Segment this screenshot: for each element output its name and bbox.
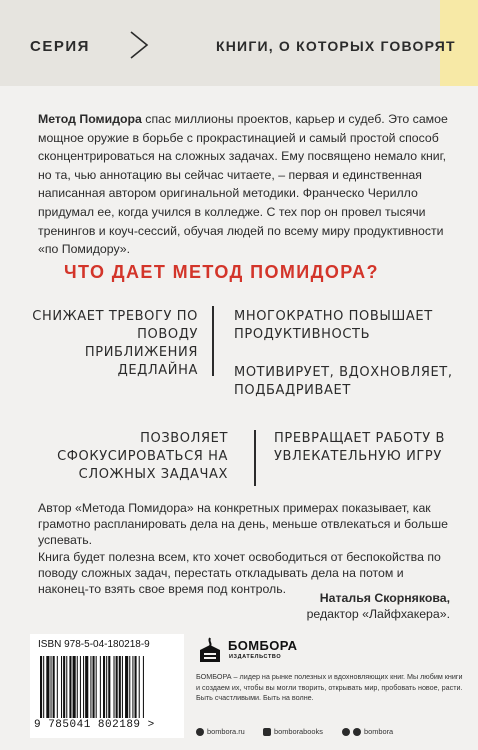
barcode-bar	[66, 656, 67, 718]
vk-icon	[263, 728, 271, 736]
barcode-bar	[114, 656, 115, 718]
barcode-bar	[69, 656, 71, 718]
barcode-bar	[129, 656, 130, 718]
barcode-image	[40, 656, 176, 718]
benefit-productivity: МНОГОКРАТНО ПОВЫШАЕТ ПРОДУКТИВНОСТЬ	[234, 309, 433, 342]
barcode-bar	[93, 656, 95, 718]
intro-text: спас миллионы проектов, карьер и судеб. Это самое мощное оружие в борьбе с прокрастинацией и самый простой способ сконцентрироваться на сложных задачах. Ему посвящено немало книг, но та, чью аннотацию вы сейчас читаете, – первая и единственная написанная автором оригинальной методики. Франческо Черилло придумал ее, когда учился в колледже. С тех пор он провел тысячи тренингов и коуч-сессий, обучая людей по всему миру продуктивности «по Помидору».	[38, 112, 448, 257]
vk-link[interactable]	[263, 727, 323, 736]
site-link[interactable]	[196, 727, 245, 736]
intro-paragraph	[38, 110, 450, 259]
benefit-motivation: МОТИВИРУЕТ, ВДОХНОВЛЯЕТ, ПОДБАДРИВАЕТ	[234, 365, 453, 398]
barcode-bar	[116, 656, 118, 718]
barcode-bar	[132, 656, 133, 718]
site-text: bombora.ru	[207, 727, 245, 736]
series-name: КНИГИ, О КОТОРЫХ ГОВОРЯТ	[216, 38, 456, 54]
barcode-bar	[125, 656, 128, 718]
barcode-bar	[90, 656, 91, 718]
barcode-bar	[122, 656, 123, 718]
publisher-description: БОМБОРА – лидер на рынке полезных и вдохновляющих книг. Мы любим книги и создаем их, чтобы вы могли творить, открывать мир, пробовать новое, расти. Быть счастливыми. Быть на волне.	[196, 672, 463, 703]
author-role: редактор «Лайфхакера».	[306, 607, 450, 621]
barcode-bar	[143, 656, 144, 718]
barcode-bar	[119, 656, 121, 718]
quote-author	[220, 590, 450, 622]
divider-line	[254, 430, 256, 486]
social-link[interactable]	[342, 727, 393, 736]
outro-paragraph-1: Автор «Метода Помидора» на конкретных примерах показывает, как грамотно распланировать дела на день, меньше отвлекаться и больше успевать.	[38, 501, 448, 548]
barcode-digits: 9 785041 802189 >	[34, 719, 155, 731]
author-name	[220, 590, 450, 606]
barcode-bar	[61, 656, 62, 718]
outro-text	[38, 500, 450, 597]
benefit-anxiety: СНИЖАЕТ ТРЕВОГУ ПО ПОВОДУ ПРИБЛИЖЕНИЯ ДЕДЛАЙНА	[32, 309, 198, 378]
barcode-bar	[53, 656, 55, 718]
globe-icon	[196, 728, 204, 736]
intro-bold: Метод Помидора	[38, 112, 142, 126]
barcode-bar	[57, 656, 58, 718]
benefit-focus: ПОЗВОЛЯЕТ СФОКУСИРОВАТЬСЯ НА СЛОЖНЫХ ЗАДАЧАХ	[57, 431, 228, 482]
barcode-bar	[46, 656, 49, 718]
barcode-bar	[43, 656, 44, 718]
barcode-bar	[100, 656, 101, 718]
bombora-logo-icon	[196, 636, 224, 664]
benefit-game: ПРЕВРАЩАЕТ РАБОТУ В УВЛЕКАТЕЛЬНУЮ ИГРУ	[274, 431, 446, 464]
barcode-bar	[77, 656, 78, 718]
outro-paragraph-2: Книга будет полезна всем, кто хочет освободиться от беспокойства по поводу сложных задач, перестать откладывать дела на потом и наконец-то взять свое время под контроль.	[38, 549, 441, 597]
barcode-bar	[96, 656, 97, 718]
barcode-bar	[80, 656, 81, 718]
isbn-text: ISBN 978-5-04-180218-9	[38, 639, 150, 650]
barcode-bar	[63, 656, 65, 718]
barcode-bar	[135, 656, 137, 718]
barcode-bar	[51, 656, 52, 718]
barcode-bar	[85, 656, 88, 718]
barcode-bar	[83, 656, 84, 718]
benefits-heading: ЧТО ДАЕТ МЕТОД ПОМИДОРА?	[64, 262, 379, 282]
barcode-bar	[106, 656, 107, 718]
divider-line	[212, 306, 214, 376]
barcode-bar	[139, 656, 140, 718]
barcode-box	[30, 634, 184, 738]
barcode-bar	[40, 656, 42, 718]
barcode-bar	[73, 656, 76, 718]
barcode-bar	[103, 656, 105, 718]
publisher-sub: ИЗДАТЕЛЬСТВО	[229, 654, 282, 660]
youtube-icon	[342, 728, 350, 736]
social-text: bombora	[364, 727, 394, 736]
vk-text: bomborabooks	[274, 727, 323, 736]
barcode-bar	[108, 656, 110, 718]
chevron-right-icon	[128, 30, 150, 60]
author-name-text: Наталья Скорнякова,	[319, 591, 450, 605]
series-label: СЕРИЯ	[30, 38, 90, 55]
publisher-name: БОМБОРА	[228, 638, 298, 653]
telegram-icon	[353, 728, 361, 736]
